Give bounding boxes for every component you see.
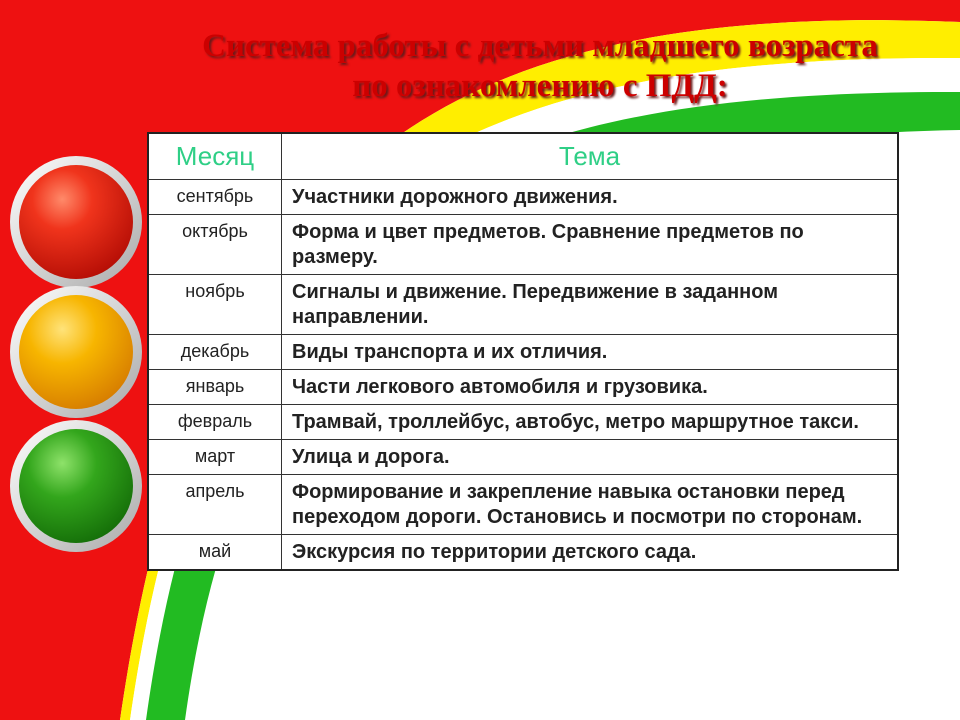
table-row (148, 440, 898, 475)
month-cell: апрель (148, 475, 282, 535)
month-cell: сентябрь (148, 180, 282, 215)
topic-cell: Сигналы и движение. Передвижение в заданном направлении. (282, 275, 899, 335)
red-light-icon (10, 156, 142, 288)
month-cell: март (148, 440, 282, 475)
page-title (140, 26, 940, 106)
table-row (148, 405, 898, 440)
topics-table (147, 132, 899, 571)
title-line-2: по ознакомлению с ПДД: (352, 68, 728, 104)
table-row (148, 475, 898, 535)
header-topic: Тема (282, 133, 899, 180)
table-row (148, 335, 898, 370)
topic-cell: Улица и дорога. (282, 440, 899, 475)
topic-cell: Части легкового автомобиля и грузовика. (282, 370, 899, 405)
table-row (148, 275, 898, 335)
table-row (148, 180, 898, 215)
yellow-light-icon (10, 286, 142, 418)
topic-cell: Форма и цвет предметов. Сравнение предметов по размеру. (282, 215, 899, 275)
topic-cell: Участники дорожного движения. (282, 180, 899, 215)
month-cell: октябрь (148, 215, 282, 275)
topic-cell: Виды транспорта и их отличия. (282, 335, 899, 370)
table-row (148, 535, 898, 571)
table-header-row (148, 133, 898, 180)
month-cell: февраль (148, 405, 282, 440)
month-cell: май (148, 535, 282, 571)
month-cell: декабрь (148, 335, 282, 370)
title-line-1: Система работы с детьми младшего возраста (202, 28, 878, 64)
topic-cell: Экскурсия по территории детского сада. (282, 535, 899, 571)
table-row (148, 215, 898, 275)
green-light-icon (10, 420, 142, 552)
month-cell: январь (148, 370, 282, 405)
header-month: Месяц (148, 133, 282, 180)
topic-cell: Трамвай, троллейбус, автобус, метро маршрутное такси. (282, 405, 899, 440)
topic-cell: Формирование и закрепление навыка остановки перед переходом дороги. Остановись и посмотри по сторонам. (282, 475, 899, 535)
table-row (148, 370, 898, 405)
month-cell: ноябрь (148, 275, 282, 335)
